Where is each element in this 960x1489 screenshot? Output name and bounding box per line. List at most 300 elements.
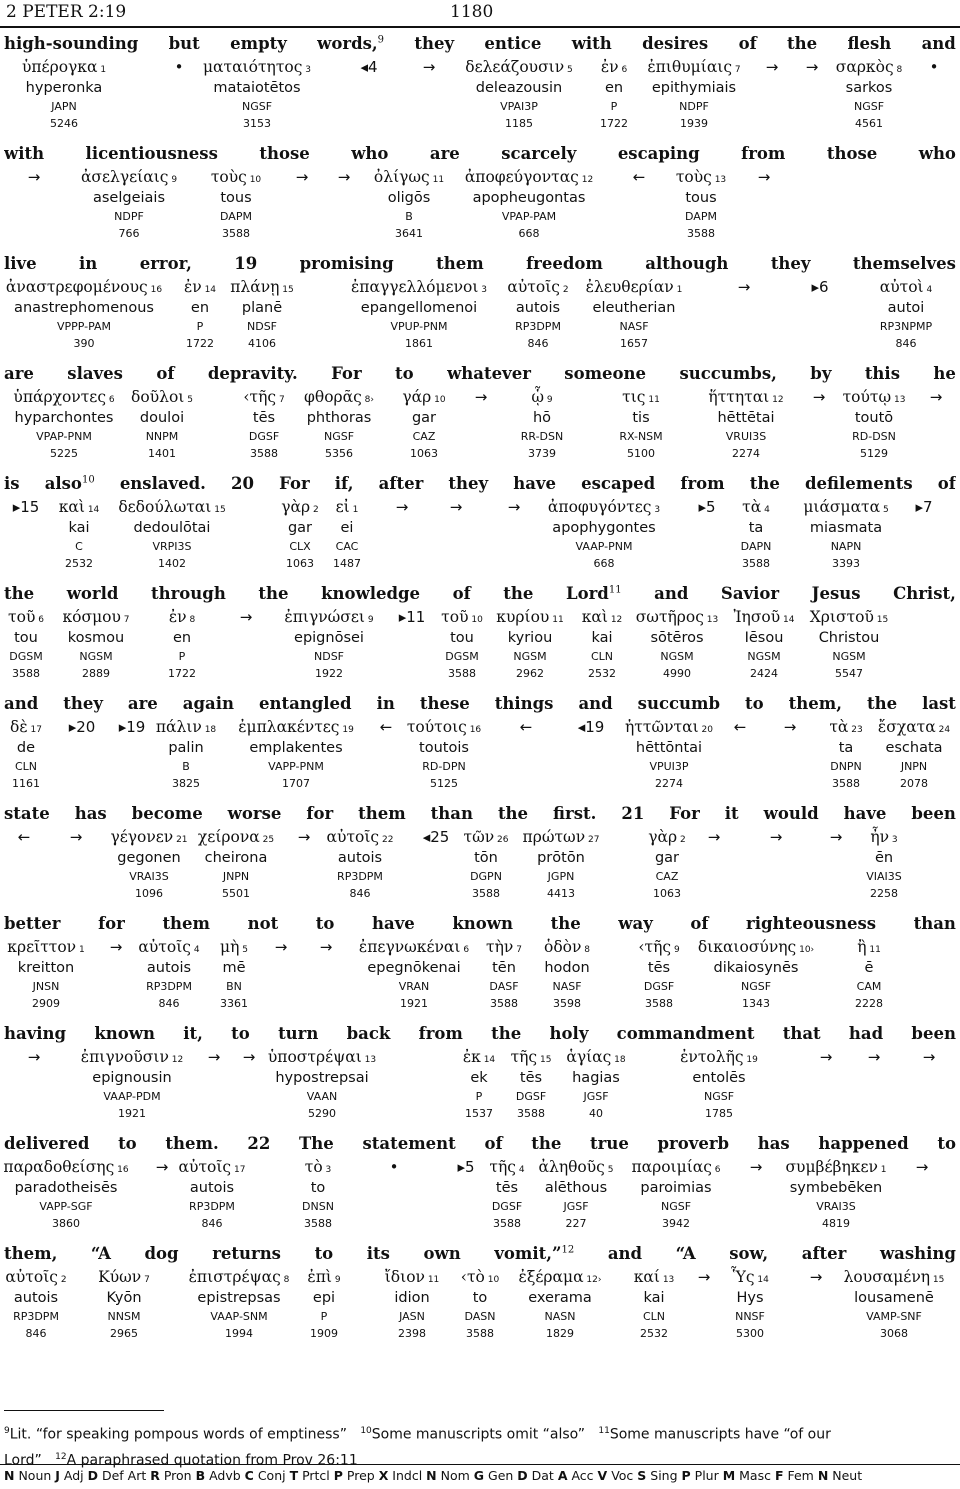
strongs-number[interactable]: 1063: [653, 887, 681, 900]
word-order-symbol: →: [474, 388, 488, 406]
greek-word[interactable]: τῆς 4: [489, 1158, 525, 1176]
transliteration: gar: [287, 520, 313, 536]
greek-word[interactable]: παροιμίας 6: [631, 1158, 721, 1176]
strongs-number[interactable]: 3588: [12, 667, 40, 680]
greek-word[interactable]: αὐτοῖς 17: [178, 1158, 246, 1176]
strongs-number[interactable]: 2274: [654, 777, 683, 790]
greek-word[interactable]: τῶν 26: [463, 828, 509, 846]
english-word: them: [436, 254, 484, 273]
verse-block: [4, 364, 956, 474]
greek-word[interactable]: ἴδιον 11: [384, 1268, 440, 1286]
order-marker: [806, 58, 819, 80]
strongs-number[interactable]: 5225: [50, 447, 78, 460]
strongs-number[interactable]: 3588: [222, 227, 250, 240]
greek-word[interactable]: Ὗς 14: [731, 1268, 769, 1286]
greek-word[interactable]: τοῦ 10: [441, 608, 483, 626]
greek-word[interactable]: γάρ 10: [402, 388, 446, 406]
order-marker: [390, 1158, 399, 1180]
greek-word[interactable]: ὁδὸν 8: [543, 938, 591, 956]
greek-word-cell: [843, 388, 906, 463]
greek-word[interactable]: φθορᾶς 8›: [304, 388, 374, 406]
order-marker: [450, 498, 463, 520]
transliteration: kosmou: [67, 630, 125, 646]
greek-word[interactable]: τοὺς 10: [210, 168, 262, 186]
word-order-symbol: →: [395, 498, 409, 516]
verse-block: [4, 694, 956, 804]
transliteration: hyparchontes: [14, 410, 114, 426]
greek-word[interactable]: δελεάζουσιν 5: [465, 58, 573, 76]
parsing-code: JGPN: [547, 870, 575, 883]
greek-word-cell: [523, 828, 600, 903]
greek-word[interactable]: ἐκ 14: [462, 1048, 496, 1066]
strongs-number[interactable]: 668: [593, 557, 615, 570]
english-word: desires: [642, 34, 709, 53]
strongs-number[interactable]: 5246: [49, 117, 78, 130]
greek-word[interactable]: σωτῆρος 13: [635, 608, 719, 626]
strongs-number[interactable]: 3588: [489, 997, 518, 1010]
word-order-number: 14: [480, 1055, 496, 1065]
word-order-number: 4: [190, 945, 200, 955]
greek-word[interactable]: ἐπιστρέψας 8: [188, 1268, 290, 1286]
greek-word[interactable]: τὸ 3: [304, 1158, 332, 1176]
order-marker: [868, 1048, 881, 1070]
greek-word[interactable]: γὰρ 2: [648, 828, 686, 846]
strongs-number[interactable]: 3361: [220, 997, 248, 1010]
greek-word-cell: [836, 58, 902, 133]
greek-word[interactable]: ἐπιθυμίαις 7: [647, 58, 741, 76]
word-order-number: 17: [231, 1165, 246, 1175]
order-marker: [915, 498, 932, 520]
english-word: way: [618, 914, 653, 933]
transliteration: eschata: [885, 740, 943, 756]
parsing-code: DASN: [464, 1310, 496, 1323]
greek-word[interactable]: ᾧ 9: [531, 388, 553, 406]
strongs-number[interactable]: 3588: [303, 1217, 332, 1230]
word-order-number: 6: [460, 945, 470, 955]
strongs-number[interactable]: 5125: [429, 777, 458, 790]
english-word: things: [494, 694, 554, 713]
strongs-number[interactable]: 2398: [397, 1327, 426, 1340]
strongs-number[interactable]: 3393: [832, 557, 860, 570]
word-order-number: 3: [889, 835, 898, 845]
english-word: For: [669, 804, 700, 823]
strongs-number[interactable]: 1402: [157, 557, 186, 570]
greek-word[interactable]: ἀποφυγόντες 3: [547, 498, 661, 516]
word-order-number: 1: [349, 505, 359, 515]
strongs-number[interactable]: 5290: [308, 1107, 336, 1120]
strongs-number[interactable]: 227: [565, 1217, 587, 1230]
greek-word[interactable]: αὐτοῖς 4: [138, 938, 200, 956]
word-order-number: 20: [698, 725, 713, 735]
word-order-symbol: →: [805, 58, 819, 76]
strongs-number[interactable]: 2909: [32, 997, 60, 1010]
footnote-ref[interactable]: 10: [81, 474, 95, 486]
strongs-number[interactable]: 846: [895, 337, 917, 350]
greek-word[interactable]: τοῦ 6: [8, 608, 44, 626]
greek-word[interactable]: ἡττῶνται 20: [625, 718, 713, 736]
greek-word[interactable]: δοῦλοι 5: [131, 388, 193, 406]
parsing-code: VPAP-PNM: [36, 430, 92, 443]
transliteration: apopheugontas: [472, 190, 586, 206]
greek-word-cell: [7, 938, 84, 1013]
strongs-number[interactable]: 2078: [899, 777, 928, 790]
transliteration: tēs: [252, 410, 276, 426]
parsing-code: NGSF: [703, 1090, 735, 1103]
english-word: for: [98, 914, 125, 933]
strongs-number[interactable]: 2258: [870, 887, 898, 900]
order-marker: [275, 938, 288, 960]
strongs-number[interactable]: 1939: [680, 117, 708, 130]
transliteration: hagias: [572, 1070, 620, 1086]
english-word: is: [4, 474, 20, 493]
word-order-number: 7: [513, 945, 522, 955]
greek-word-cell: [118, 498, 225, 573]
greek-word-cell: [733, 608, 794, 683]
greek-word[interactable]: παραδοθείσης 16: [3, 1158, 129, 1176]
word-order-number: 14: [754, 1275, 769, 1285]
strongs-number[interactable]: 4819: [822, 1217, 850, 1230]
strongs-number[interactable]: 668: [518, 227, 540, 240]
strongs-number[interactable]: 846: [158, 997, 180, 1010]
strongs-number[interactable]: 3588: [687, 227, 715, 240]
strongs-number[interactable]: 2532: [65, 557, 93, 570]
greek-word[interactable]: ἔσχατα 24: [877, 718, 951, 736]
parsing-code: B: [182, 760, 190, 773]
word-order-number: 7: [276, 395, 285, 405]
strongs-number[interactable]: 1922: [314, 667, 343, 680]
greek-word[interactable]: ἐλευθερίαν 1: [585, 278, 683, 296]
word-order-symbol: →: [809, 1268, 823, 1286]
greek-word[interactable]: ἐπεγνωκέναι 6: [358, 938, 470, 956]
strongs-number[interactable]: 4413: [547, 887, 575, 900]
greek-word[interactable]: αὐτοῖς 2: [5, 1268, 67, 1286]
order-marker: [208, 1048, 221, 1070]
greek-word-cell: [810, 608, 888, 683]
strongs-number[interactable]: 2962: [515, 667, 544, 680]
parsing-code: RD-DPN: [422, 760, 466, 773]
legend-item: A Acc: [557, 1468, 598, 1483]
greek-word[interactable]: τὰ 23: [829, 718, 863, 736]
greek-word[interactable]: αὐτοῖς 2: [507, 278, 569, 296]
strongs-number[interactable]: 2228: [855, 997, 883, 1010]
english-word: escaped: [581, 474, 656, 493]
strongs-number[interactable]: 5356: [325, 447, 353, 460]
transliteration: cheirona: [204, 850, 268, 866]
greek-word[interactable]: ἀληθοῦς 5: [538, 1158, 614, 1176]
greek-word[interactable]: κυρίου 11: [496, 608, 564, 626]
word-order-number: 11: [429, 175, 445, 185]
transliteration: autois: [515, 300, 561, 316]
greek-word-cell: [625, 718, 713, 793]
greek-word[interactable]: μὴ 5: [220, 938, 248, 956]
english-word: sow,: [729, 1244, 769, 1263]
grammar-legend: [4, 1468, 954, 1483]
strongs-number[interactable]: 2424: [750, 667, 778, 680]
strongs-number[interactable]: 3588: [492, 1217, 521, 1230]
strongs-number[interactable]: 1657: [619, 337, 648, 350]
strongs-number[interactable]: 2274: [731, 447, 760, 460]
strongs-number[interactable]: 3068: [880, 1327, 908, 1340]
english-word: flesh: [847, 34, 892, 53]
transliteration: autois: [146, 960, 192, 976]
greek-word[interactable]: ἐν 6: [600, 58, 628, 76]
strongs-number[interactable]: 1161: [11, 777, 40, 790]
strongs-number[interactable]: 1829: [546, 1327, 574, 1340]
strongs-number[interactable]: 1861: [404, 337, 433, 350]
greek-word[interactable]: δὲ 17: [10, 718, 42, 736]
strongs-number[interactable]: 3825: [172, 777, 200, 790]
english-word: dog: [144, 1244, 179, 1263]
verse-block: [4, 474, 956, 584]
english-word: its: [366, 1244, 390, 1263]
greek-word-cell: [634, 1268, 675, 1343]
greek-word[interactable]: ἦν 3: [870, 828, 898, 846]
greek-word[interactable]: ὀλίγως 11: [373, 168, 445, 186]
greek-word[interactable]: χείρονα 25: [197, 828, 275, 846]
greek-word[interactable]: συμβέβηκεν 1: [785, 1158, 887, 1176]
greek-word[interactable]: πλάνῃ 15: [230, 278, 294, 296]
strongs-number[interactable]: 3588: [517, 1107, 545, 1120]
greek-word[interactable]: Ἰησοῦ 14: [733, 608, 795, 626]
word-order-number: 25: [259, 835, 275, 845]
strongs-number[interactable]: 846: [25, 1327, 47, 1340]
greek-word[interactable]: Χριστοῦ 15: [809, 608, 889, 626]
greek-word[interactable]: ‹τῆς 9: [638, 938, 680, 956]
english-word: also$^{10}$: [44, 474, 95, 493]
greek-word[interactable]: ἐπαγγελλόμενοι 3: [350, 278, 488, 296]
strongs-number[interactable]: 3588: [645, 997, 673, 1010]
strongs-number[interactable]: 1909: [310, 1327, 338, 1340]
greek-word[interactable]: ἢ 11: [857, 938, 881, 956]
parsing-code: B: [405, 210, 413, 223]
strongs-number[interactable]: 766: [118, 227, 140, 240]
footnote-mark: 11: [598, 1426, 610, 1436]
strongs-number[interactable]: 2965: [109, 1327, 138, 1340]
strongs-number[interactable]: 4990: [662, 667, 691, 680]
word-order-number: 13: [711, 175, 727, 185]
strongs-number[interactable]: 2532: [588, 667, 616, 680]
english-word: last: [922, 694, 956, 713]
strongs-number[interactable]: 846: [527, 337, 549, 350]
parsing-code: RD-DSN: [852, 430, 896, 443]
word-order-number: 23: [848, 725, 863, 735]
greek-word[interactable]: αὐτοῖς 22: [326, 828, 394, 846]
word-order-number: 12›: [583, 1275, 602, 1285]
english-word: had: [848, 1024, 884, 1043]
greek-word[interactable]: ἐπιγνοῦσιν 12: [80, 1048, 184, 1066]
transliteration: toutois: [419, 740, 469, 756]
word-order-number: 19: [339, 725, 354, 735]
strongs-number[interactable]: 1343: [741, 997, 770, 1010]
word-order-number: 2: [559, 285, 569, 295]
strongs-number[interactable]: 390: [73, 337, 95, 350]
footnote-ref[interactable]: 11: [608, 584, 622, 596]
strongs-number[interactable]: 3598: [552, 997, 581, 1010]
greek-word-cell: [230, 278, 294, 353]
strongs-number[interactable]: 3588: [466, 1327, 494, 1340]
strongs-number[interactable]: 3641: [395, 227, 423, 240]
greek-word[interactable]: τῆς 15: [510, 1048, 552, 1066]
greek-word[interactable]: ἀποφεύγοντας 12: [464, 168, 594, 186]
strongs-number[interactable]: 1063: [286, 557, 314, 570]
greek-word[interactable]: εἰ 1: [335, 498, 359, 516]
transliteration: epignōsei: [294, 630, 364, 646]
strongs-number[interactable]: 3860: [52, 1217, 80, 1230]
strongs-number[interactable]: 846: [201, 1217, 223, 1230]
footnote-ref[interactable]: 12: [561, 1244, 575, 1256]
parsing-code: RP3DPM: [146, 980, 192, 993]
strongs-number[interactable]: 1994: [225, 1327, 253, 1340]
strongs-number[interactable]: 3588: [250, 447, 278, 460]
strongs-number[interactable]: 40: [588, 1107, 603, 1120]
greek-word[interactable]: ἐν 8: [168, 608, 196, 626]
greek-word[interactable]: ἥττηται 12: [708, 388, 784, 406]
greek-word-cell: [741, 498, 772, 573]
strongs-number[interactable]: 1185: [504, 117, 533, 130]
english-line: [4, 474, 956, 498]
english-word: are: [127, 694, 158, 713]
word-order-number: 9: [168, 175, 178, 185]
parsing-code: JNPN: [900, 760, 928, 773]
greek-word[interactable]: τούτοις 16: [406, 718, 482, 736]
strongs-number[interactable]: 1722: [168, 667, 196, 680]
greek-word[interactable]: ἐπιγνώσει 9: [284, 608, 374, 626]
greek-word[interactable]: ἐξέραμα 12›: [518, 1268, 602, 1286]
greek-word[interactable]: ὑπάρχοντες 6: [13, 388, 115, 406]
strongs-number[interactable]: 5100: [627, 447, 655, 460]
english-word: state: [4, 804, 50, 823]
parsing-code: NNSF: [735, 1310, 765, 1323]
greek-word[interactable]: ὑπέρογκα 1: [21, 58, 107, 76]
greek-word-cell: [461, 1268, 499, 1343]
strongs-number[interactable]: 3153: [242, 117, 271, 130]
word-order-number: 18: [611, 1055, 626, 1065]
footnote-ref[interactable]: 9: [377, 34, 385, 46]
parsing-code: RP3DPM: [13, 1310, 59, 1323]
strongs-number[interactable]: 3588: [472, 887, 500, 900]
greek-word[interactable]: καί 13: [633, 1268, 675, 1286]
word-order-number: 26: [494, 835, 509, 845]
word-order-symbol: →: [769, 828, 783, 846]
strongs-number[interactable]: 1487: [333, 557, 361, 570]
parsing-code: DASF: [489, 980, 519, 993]
greek-word-cell: [866, 828, 902, 903]
strongs-number[interactable]: 1722: [185, 337, 214, 350]
parsing-code: NASF: [619, 320, 649, 333]
greek-word[interactable]: ‹τῆς 7: [243, 388, 285, 406]
greek-word[interactable]: λουσαμένη 15: [843, 1268, 945, 1286]
strongs-number[interactable]: 1785: [705, 1107, 733, 1120]
greek-word[interactable]: ὑποστρέψαι 13: [267, 1048, 377, 1066]
word-order-symbol: →: [697, 1268, 711, 1286]
strongs-number[interactable]: 1401: [147, 447, 176, 460]
strongs-number[interactable]: 2889: [82, 667, 110, 680]
strongs-number[interactable]: 3739: [528, 447, 556, 460]
greek-word[interactable]: πάλιν 18: [155, 718, 217, 736]
strongs-number[interactable]: 1537: [465, 1107, 493, 1120]
strongs-number[interactable]: 2532: [640, 1327, 668, 1340]
greek-word[interactable]: πρώτων 27: [522, 828, 600, 846]
strongs-number[interactable]: 3588: [741, 557, 770, 570]
order-marker: [930, 58, 939, 80]
strongs-number[interactable]: 3942: [661, 1217, 690, 1230]
greek-word[interactable]: δικαιοσύνης 10›: [697, 938, 815, 956]
english-line: [4, 804, 956, 828]
strongs-number[interactable]: 5129: [860, 447, 888, 460]
word-order-symbol: ←: [17, 828, 31, 846]
word-order-number: 9: [544, 395, 553, 405]
strongs-number[interactable]: 3588: [832, 777, 860, 790]
strongs-number[interactable]: 1722: [600, 117, 628, 130]
page-header: [0, 0, 960, 28]
english-word: someone: [564, 364, 647, 383]
transliteration: entolēs: [692, 1070, 746, 1086]
english-word: succumb: [637, 694, 721, 713]
english-word: first.: [553, 804, 597, 823]
word-order-number: 6: [618, 65, 628, 75]
greek-word[interactable]: Κύων 7: [98, 1268, 150, 1286]
greek-word[interactable]: καὶ 12: [581, 608, 623, 626]
greek-word[interactable]: ἐν 14: [183, 278, 217, 296]
greek-word[interactable]: καὶ 14: [58, 498, 100, 516]
greek-word[interactable]: γέγονεν 21: [110, 828, 188, 846]
strongs-number[interactable]: 1707: [282, 777, 310, 790]
english-word: defilements: [805, 474, 913, 493]
parsing-code: NNPM: [145, 430, 179, 443]
greek-word-cell: [680, 1048, 758, 1123]
strongs-number[interactable]: 5501: [221, 887, 250, 900]
strongs-number[interactable]: 4561: [855, 117, 883, 130]
greek-word[interactable]: γὰρ 2: [281, 498, 319, 516]
english-word: The: [299, 1134, 334, 1153]
greek-word[interactable]: σαρκὸς 8: [835, 58, 903, 76]
english-word: worse: [227, 804, 282, 823]
greek-word[interactable]: ἐμπλακέντες 19: [238, 718, 354, 736]
greek-word[interactable]: τις 11: [622, 388, 660, 406]
greek-word[interactable]: τούτῳ 13: [842, 388, 906, 406]
strongs-number[interactable]: 1096: [135, 887, 163, 900]
greek-word[interactable]: ἀναστρεφομένους 16: [5, 278, 163, 296]
greek-word[interactable]: δεδούλωται 15: [118, 498, 226, 516]
strongs-number[interactable]: 1921: [118, 1107, 146, 1120]
english-word: in: [376, 694, 395, 713]
greek-word[interactable]: τὰ 4: [742, 498, 770, 516]
parsing-code: CAM: [856, 980, 882, 993]
greek-word[interactable]: ἁγίας 18: [566, 1048, 626, 1066]
greek-word[interactable]: ‹τὸ 10: [460, 1268, 500, 1286]
greek-word[interactable]: ματαιότητος 3: [202, 58, 312, 76]
greek-word[interactable]: τοὺς 13: [675, 168, 727, 186]
strongs-number[interactable]: 1921: [399, 997, 428, 1010]
greek-word-cell: [374, 168, 444, 243]
greek-word[interactable]: κόσμου 7: [62, 608, 130, 626]
greek-word[interactable]: αὐτοὶ 4: [879, 278, 933, 296]
strongs-number[interactable]: 3588: [447, 667, 476, 680]
strongs-number[interactable]: 846: [349, 887, 371, 900]
greek-word[interactable]: ἐπὶ 9: [307, 1268, 341, 1286]
greek-word[interactable]: ἐντολῆς 19: [680, 1048, 758, 1066]
strongs-number[interactable]: 4106: [247, 337, 276, 350]
greek-word[interactable]: ἀσελγείαις 9: [80, 168, 178, 186]
english-word: been: [911, 804, 956, 823]
greek-word[interactable]: τὴν 7: [486, 938, 522, 956]
order-marker: [810, 1268, 823, 1290]
strongs-number[interactable]: 5300: [735, 1327, 764, 1340]
greek-word[interactable]: μιάσματα 5: [803, 498, 889, 516]
strongs-number[interactable]: 5547: [835, 667, 863, 680]
strongs-number[interactable]: 1063: [409, 447, 438, 460]
greek-word[interactable]: κρεῖττον 1: [7, 938, 85, 956]
